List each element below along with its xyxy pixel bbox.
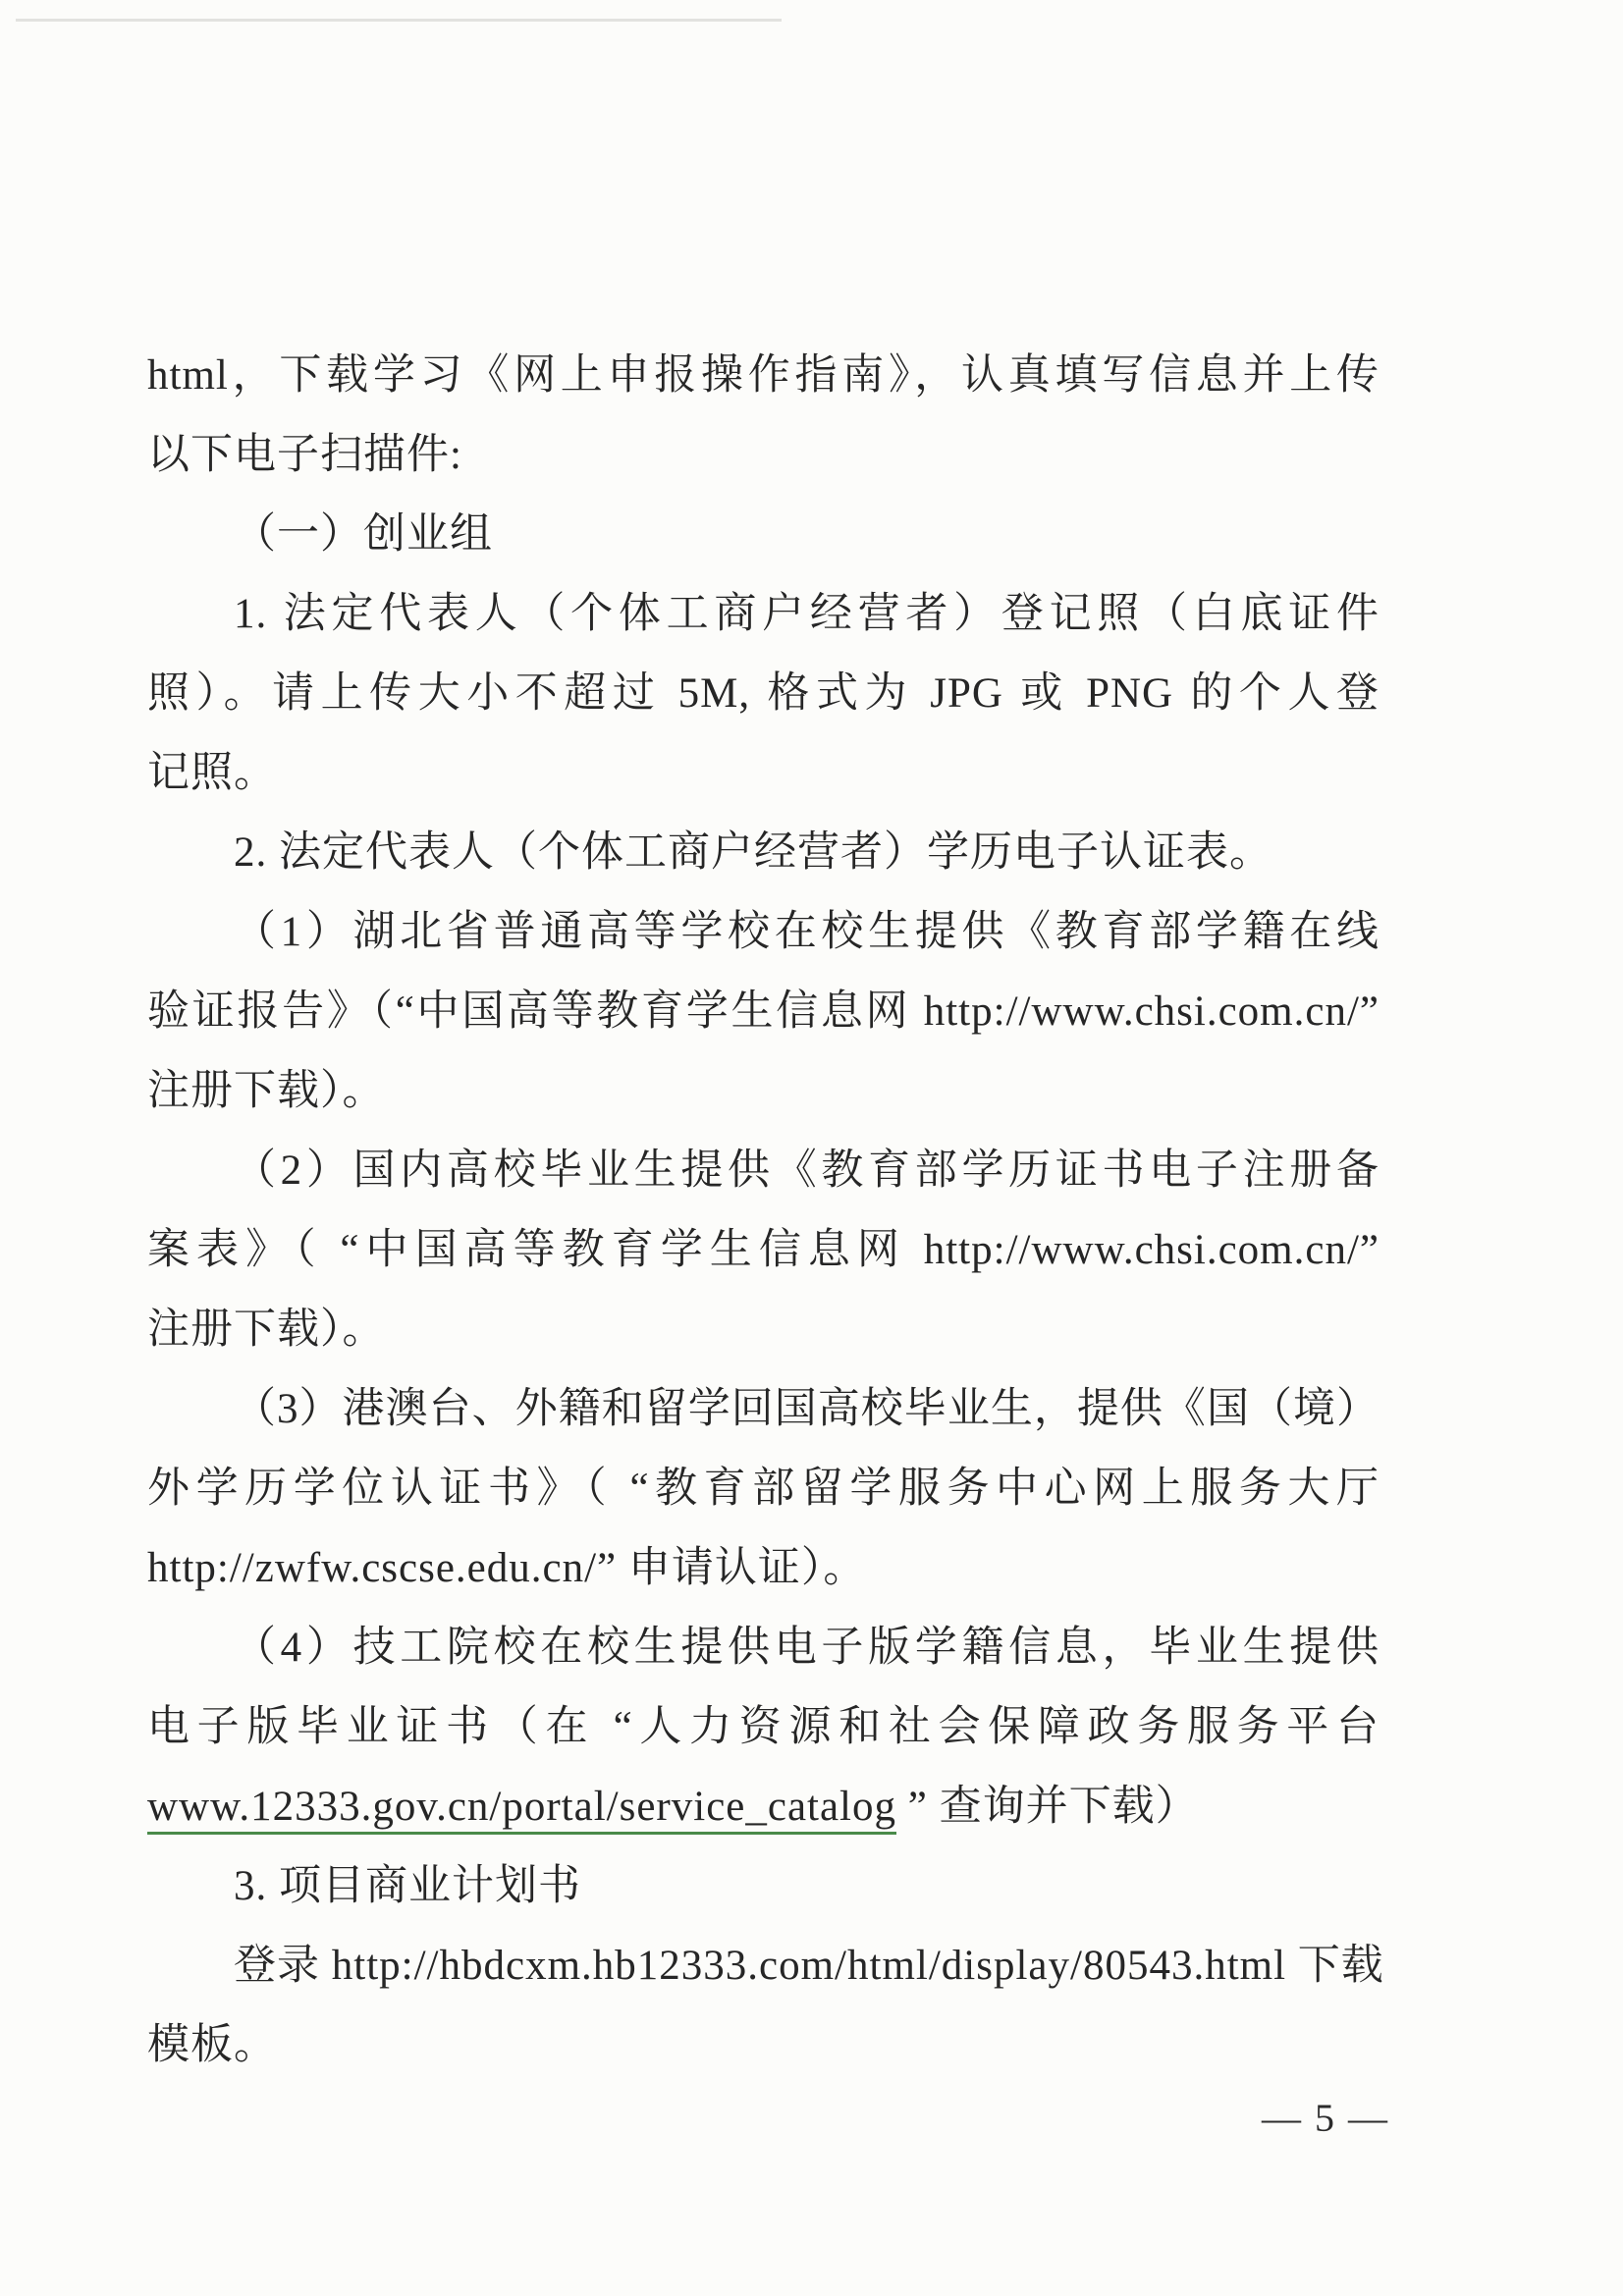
- text-line-chsi-url: 验证报告》（“中国高等教育学生信息网 http://www.chsi.com.cn/”: [147, 988, 1380, 1035]
- text-line: html，下载学习《网上申报操作指南》，认真填写信息并上传: [147, 352, 1380, 399]
- text-line: 记照。: [147, 750, 277, 796]
- text-line: 1. 法定代表人（个体工商户经营者）登记照（白底证件: [234, 591, 1380, 637]
- text-line: （2）国内高校毕业生提供《教育部学历证书电子注册备: [234, 1148, 1380, 1194]
- text-line: 模板。: [147, 2022, 277, 2068]
- text-line: 以下电子扫描件:: [147, 432, 462, 478]
- text-line-hbdcxm-url: 登录 http://hbdcxm.hb12333.com/html/display/80543.html 下载: [234, 1943, 1384, 1989]
- section-heading-startup-group: （一）创业组: [234, 511, 493, 558]
- text-line-cscse-url: http://zwfw.cscse.edu.cn/” 申请认证）。: [147, 1545, 867, 1591]
- link-url-12333: www.12333.gov.cn/portal/service_catalog: [147, 1784, 896, 1835]
- text-line: 外学历学位认证书》（ “教育部留学服务中心网上服务大厅: [147, 1466, 1380, 1512]
- text-line: 注册下载）。: [147, 1068, 386, 1114]
- text-line: （3）港澳台、外籍和留学回国高校毕业生，提供《国（境）: [234, 1386, 1380, 1432]
- page-number: — 5 —: [1262, 2096, 1389, 2140]
- text-line-12333-url: [147, 1767, 1380, 1846]
- text-line: 注册下载）。: [147, 1307, 386, 1353]
- text-line: 2. 法定代表人（个体工商户经营者）学历电子认证表。: [234, 829, 1272, 876]
- text-line: 照）。请上传大小不超过 5M, 格式为 JPG 或 PNG 的个人登: [147, 670, 1380, 717]
- text-line-tail: ” 查询并下载）: [896, 1784, 1199, 1830]
- text-line-chsi-url: 案表》（ “中国高等教育学生信息网 http://www.chsi.com.cn/”: [147, 1227, 1380, 1273]
- text-line: （1）湖北省普通高等学校在校生提供《教育部学籍在线: [234, 909, 1380, 955]
- scan-artifact-line: [16, 19, 782, 22]
- text-line: 电子版毕业证书（在 “人力资源和社会保障政务服务平台: [147, 1704, 1380, 1750]
- text-line: （4）技工院校在校生提供电子版学籍信息，毕业生提供: [234, 1625, 1380, 1671]
- document-body: [147, 336, 1384, 2085]
- section-heading-business-plan: 3. 项目商业计划书: [234, 1863, 581, 1909]
